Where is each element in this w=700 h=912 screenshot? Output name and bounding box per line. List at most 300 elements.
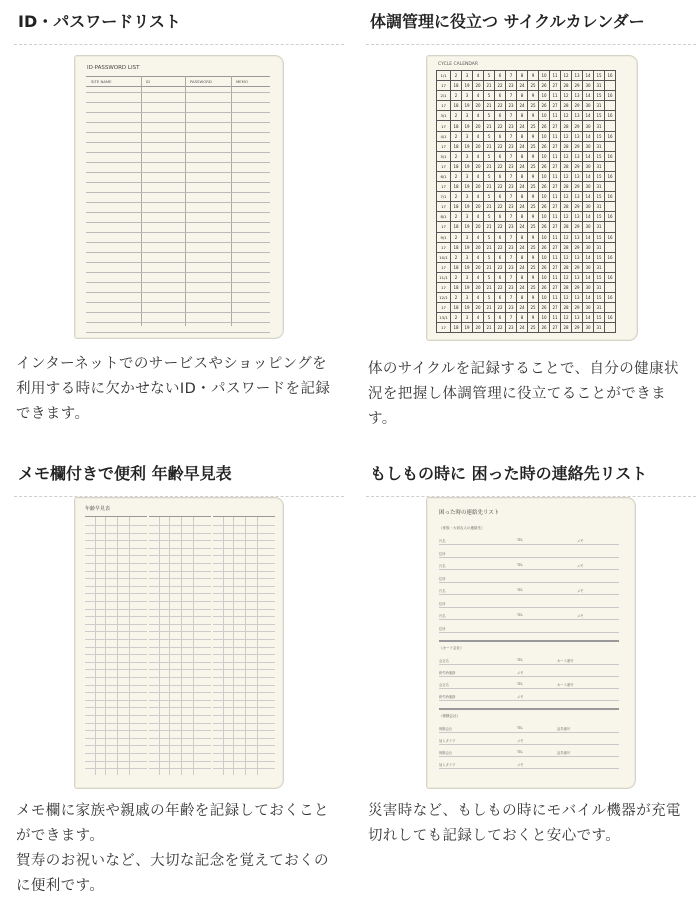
grid-line: [231, 76, 232, 326]
form-line: [439, 569, 619, 570]
calendar-cell: 8: [517, 212, 528, 222]
calendar-cell: 14: [583, 212, 594, 222]
calendar-cell: 3: [462, 171, 473, 181]
calendar-cell: 20: [473, 282, 484, 292]
calendar-cell: 17: [437, 242, 451, 252]
calendar-cell: 18: [451, 161, 462, 171]
calendar-cell: 14: [583, 131, 594, 141]
calendar-cell: 2: [451, 131, 462, 141]
calendar-cell: 13/1: [437, 313, 451, 323]
calendar-cell: 27: [550, 303, 561, 313]
form-line: 会社名: [439, 659, 449, 663]
calendar-cell: 8: [517, 171, 528, 181]
col-site: SITE NAME: [91, 79, 112, 84]
calendar-cell: 26: [539, 323, 550, 333]
form-line: [439, 557, 619, 558]
calendar-cell: 3: [462, 111, 473, 121]
calendar-cell: 29: [572, 282, 583, 292]
calendar-cell: 4: [473, 313, 484, 323]
calendar-cell: 6: [495, 91, 506, 101]
calendar-cell: 3: [462, 212, 473, 222]
calendar-cell: 22: [495, 161, 506, 171]
section-title: ID・パスワードリスト: [14, 0, 344, 45]
calendar-cell: 8: [517, 131, 528, 141]
calendar-cell: 14: [583, 111, 594, 121]
form-line: 住所: [439, 577, 446, 581]
calendar-cell: 14: [583, 232, 594, 242]
calendar-cell: 27: [550, 182, 561, 192]
calendar-cell: 27: [550, 222, 561, 232]
calendar-cell: 24: [517, 202, 528, 212]
calendar-cell: 6: [495, 252, 506, 262]
calendar-cell: 5: [484, 232, 495, 242]
calendar-cell: 24: [517, 81, 528, 91]
calendar-cell: 16: [605, 131, 616, 141]
calendar-cell: 3: [462, 151, 473, 161]
form-line: カード番号: [557, 659, 574, 663]
calendar-cell: [605, 161, 616, 171]
thumb-title: CYCLE CALENDAR: [438, 62, 479, 67]
calendar-cell: 24: [517, 182, 528, 192]
form-line: 加入タイプ: [439, 739, 456, 743]
calendar-cell: 12/1: [437, 293, 451, 303]
calendar-cell: 11: [550, 232, 561, 242]
form-line: 証券番号: [557, 727, 571, 731]
calendar-cell: 18: [451, 202, 462, 212]
form-line: メモ: [517, 695, 524, 699]
form-line: [439, 632, 619, 633]
calendar-cell: 5: [484, 171, 495, 181]
calendar-cell: 9: [528, 212, 539, 222]
grid-line: [86, 132, 270, 133]
calendar-cell: 18: [451, 121, 462, 131]
calendar-cell: 9: [528, 192, 539, 202]
calendar-cell: 22: [495, 242, 506, 252]
calendar-cell: 8: [517, 71, 528, 81]
calendar-cell: 4: [473, 151, 484, 161]
form-line: TEL: [517, 563, 523, 567]
calendar-cell: 15: [594, 111, 605, 121]
calendar-cell: 16: [605, 272, 616, 282]
calendar-cell: 25: [528, 121, 539, 131]
calendar-cell: 20: [473, 262, 484, 272]
section-cycle-calendar: [366, 0, 696, 427]
section-emergency-contacts: [366, 452, 696, 844]
calendar-cell: 14: [583, 171, 594, 181]
calendar-cell: 30: [583, 242, 594, 252]
calendar-cell: 21: [484, 323, 495, 333]
calendar-cell: 18: [451, 182, 462, 192]
calendar-cell: 28: [561, 121, 572, 131]
calendar-cell: 29: [572, 121, 583, 131]
calendar-cell: 26: [539, 101, 550, 111]
id-password-list-image: [74, 55, 284, 339]
calendar-cell: 19: [462, 262, 473, 272]
form-line: [439, 582, 619, 583]
calendar-cell: 9: [528, 293, 539, 303]
calendar-cell: 9: [528, 171, 539, 181]
calendar-cell: 31: [594, 161, 605, 171]
grid-line: [86, 262, 270, 263]
calendar-cell: 7/1: [437, 192, 451, 202]
calendar-cell: 24: [517, 242, 528, 252]
calendar-cell: 24: [517, 101, 528, 111]
calendar-cell: 20: [473, 81, 484, 91]
calendar-cell: 19: [462, 323, 473, 333]
calendar-cell: 13: [572, 293, 583, 303]
calendar-cell: 18: [451, 323, 462, 333]
calendar-cell: 6: [495, 111, 506, 121]
calendar-cell: 22: [495, 81, 506, 91]
section-title: 体調管理に役立つ サイクルカレンダー: [366, 0, 696, 45]
calendar-cell: 15: [594, 232, 605, 242]
grid-line: [86, 182, 270, 183]
calendar-cell: 7: [506, 252, 517, 262]
calendar-cell: 7: [506, 293, 517, 303]
description-text: 災害時など、もしもの時にモバイル機器が充電切れしても記録しておくと安心です。: [368, 803, 681, 844]
calendar-cell: 12: [561, 212, 572, 222]
calendar-cell: 31: [594, 222, 605, 232]
calendar-cell: 22: [495, 282, 506, 292]
calendar-cell: 16: [605, 71, 616, 81]
calendar-cell: 10: [539, 192, 550, 202]
calendar-cell: 20: [473, 161, 484, 171]
calendar-cell: 5: [484, 151, 495, 161]
calendar-cell: 4/1: [437, 131, 451, 141]
calendar-cell: 16: [605, 111, 616, 121]
calendar-cell: 2: [451, 293, 462, 303]
form-line: 住所: [439, 602, 446, 606]
calendar-cell: 29: [572, 81, 583, 91]
calendar-cell: 4: [473, 232, 484, 242]
calendar-cell: 15: [594, 151, 605, 161]
calendar-cell: 13: [572, 232, 583, 242]
form-line: メモ: [517, 763, 524, 767]
calendar-cell: 31: [594, 101, 605, 111]
calendar-cell: 2: [451, 232, 462, 242]
calendar-cell: 25: [528, 262, 539, 272]
calendar-cell: 31: [594, 141, 605, 151]
calendar-cell: 25: [528, 141, 539, 151]
calendar-cell: [605, 121, 616, 131]
calendar-cell: 19: [462, 202, 473, 212]
calendar-cell: 7: [506, 151, 517, 161]
form-line: [439, 544, 619, 545]
calendar-cell: 11: [550, 293, 561, 303]
grid-line: [86, 232, 270, 233]
form-line: 氏名: [439, 539, 446, 543]
calendar-cell: 31: [594, 81, 605, 91]
form-line: カード番号: [557, 683, 574, 687]
calendar-cell: 29: [572, 262, 583, 272]
form-line: 氏名: [439, 589, 446, 593]
calendar-cell: 18: [451, 242, 462, 252]
calendar-cell: 6: [495, 171, 506, 181]
calendar-cell: 13: [572, 71, 583, 81]
calendar-cell: 25: [528, 242, 539, 252]
form-line: [439, 732, 619, 733]
calendar-cell: 29: [572, 161, 583, 171]
calendar-cell: 9: [528, 272, 539, 282]
col-memo: MEMO: [236, 79, 248, 84]
calendar-cell: 24: [517, 121, 528, 131]
calendar-cell: 23: [506, 182, 517, 192]
calendar-cell: 23: [506, 222, 517, 232]
calendar-cell: 8: [517, 272, 528, 282]
calendar-cell: 21: [484, 81, 495, 91]
calendar-cell: 6: [495, 293, 506, 303]
form-line: メモ: [577, 589, 584, 593]
calendar-cell: 22: [495, 141, 506, 151]
calendar-cell: 2: [451, 111, 462, 121]
calendar-cell: [605, 101, 616, 111]
grid-line: [86, 152, 270, 153]
calendar-cell: 8: [517, 313, 528, 323]
description-text: メモ欄に家族や親戚の年齢を記録しておくことができます。: [16, 803, 329, 844]
calendar-cell: 28: [561, 222, 572, 232]
calendar-cell: 19: [462, 222, 473, 232]
form-line: TEL: [517, 682, 523, 686]
cycle-grid: [436, 70, 616, 333]
calendar-cell: 26: [539, 121, 550, 131]
calendar-cell: 25: [528, 182, 539, 192]
calendar-cell: 23: [506, 141, 517, 151]
calendar-cell: 10: [539, 111, 550, 121]
grid-line: [86, 162, 270, 163]
calendar-cell: 20: [473, 222, 484, 232]
form-line: [439, 607, 619, 608]
grid-line: [86, 222, 270, 223]
calendar-cell: 13: [572, 131, 583, 141]
calendar-cell: 20: [473, 101, 484, 111]
calendar-cell: 21: [484, 242, 495, 252]
grid-line: [86, 252, 270, 253]
calendar-cell: 2: [451, 252, 462, 262]
calendar-cell: 23: [506, 282, 517, 292]
form-line: [439, 594, 619, 595]
calendar-cell: 11: [550, 111, 561, 121]
calendar-cell: 26: [539, 141, 550, 151]
calendar-cell: 12: [561, 171, 572, 181]
calendar-cell: 2: [451, 91, 462, 101]
calendar-cell: 23: [506, 242, 517, 252]
calendar-cell: 16: [605, 252, 616, 262]
calendar-cell: [605, 282, 616, 292]
calendar-cell: 10: [539, 313, 550, 323]
age-column: [213, 516, 275, 775]
calendar-cell: 25: [528, 282, 539, 292]
calendar-cell: 25: [528, 81, 539, 91]
calendar-cell: 6: [495, 192, 506, 202]
calendar-cell: 15: [594, 313, 605, 323]
calendar-cell: 30: [583, 121, 594, 131]
calendar-cell: 30: [583, 182, 594, 192]
calendar-cell: 24: [517, 262, 528, 272]
section-age-table: [14, 452, 344, 894]
calendar-cell: 23: [506, 262, 517, 272]
calendar-cell: 8: [517, 192, 528, 202]
calendar-cell: 28: [561, 182, 572, 192]
calendar-cell: 11: [550, 192, 561, 202]
calendar-cell: 6: [495, 212, 506, 222]
calendar-cell: 10: [539, 171, 550, 181]
form-line: メモ: [517, 671, 524, 675]
calendar-cell: 30: [583, 323, 594, 333]
calendar-cell: 21: [484, 141, 495, 151]
grid-line: [86, 192, 270, 193]
calendar-cell: 2: [451, 192, 462, 202]
calendar-cell: 7: [506, 212, 517, 222]
calendar-cell: 19: [462, 161, 473, 171]
calendar-cell: 12: [561, 272, 572, 282]
age-column: [149, 516, 211, 775]
calendar-cell: 31: [594, 182, 605, 192]
calendar-cell: 22: [495, 222, 506, 232]
calendar-cell: 20: [473, 121, 484, 131]
description-text: 賀寿のお祝いなど、大切な記念を覚えておくのに便利です。: [16, 853, 329, 894]
calendar-cell: 29: [572, 222, 583, 232]
calendar-cell: 28: [561, 161, 572, 171]
calendar-cell: 9: [528, 313, 539, 323]
calendar-cell: 27: [550, 242, 561, 252]
form-line: メモ: [577, 614, 584, 618]
calendar-cell: 11: [550, 272, 561, 282]
calendar-cell: 24: [517, 282, 528, 292]
calendar-cell: 13: [572, 252, 583, 262]
calendar-cell: 16: [605, 212, 616, 222]
grid-line: [86, 102, 270, 103]
calendar-cell: 17: [437, 81, 451, 91]
calendar-cell: 29: [572, 303, 583, 313]
calendar-cell: 8: [517, 293, 528, 303]
calendar-cell: 12: [561, 192, 572, 202]
calendar-cell: 25: [528, 202, 539, 212]
calendar-cell: 15: [594, 71, 605, 81]
form-line: [439, 756, 619, 757]
calendar-cell: 14: [583, 272, 594, 282]
grid-line: [86, 322, 270, 323]
thumb-title: 困った時の連絡先リスト: [439, 510, 500, 516]
calendar-cell: 27: [550, 262, 561, 272]
form-line: [439, 640, 619, 642]
calendar-cell: 12: [561, 313, 572, 323]
calendar-cell: 23: [506, 121, 517, 131]
calendar-cell: 20: [473, 303, 484, 313]
calendar-cell: 2: [451, 151, 462, 161]
form-line: TEL: [517, 750, 523, 754]
calendar-cell: 3: [462, 272, 473, 282]
calendar-cell: 5: [484, 192, 495, 202]
calendar-cell: 3/1: [437, 111, 451, 121]
calendar-cell: 6: [495, 272, 506, 282]
calendar-cell: 17: [437, 121, 451, 131]
form-line: 氏名: [439, 564, 446, 568]
calendar-cell: 22: [495, 262, 506, 272]
calendar-cell: 22: [495, 323, 506, 333]
calendar-cell: 11: [550, 71, 561, 81]
calendar-cell: 21: [484, 101, 495, 111]
form-line: [439, 744, 619, 745]
calendar-cell: 7: [506, 91, 517, 101]
calendar-cell: 4: [473, 192, 484, 202]
calendar-cell: 9: [528, 111, 539, 121]
calendar-cell: 5: [484, 252, 495, 262]
grid-line: [86, 142, 270, 143]
calendar-cell: 30: [583, 81, 594, 91]
calendar-cell: 30: [583, 101, 594, 111]
calendar-cell: 29: [572, 202, 583, 212]
calendar-cell: 27: [550, 101, 561, 111]
calendar-cell: 22: [495, 303, 506, 313]
calendar-cell: 25: [528, 303, 539, 313]
form-line: 保険会社: [439, 727, 453, 731]
calendar-cell: 10: [539, 151, 550, 161]
calendar-cell: 16: [605, 171, 616, 181]
calendar-cell: 17: [437, 303, 451, 313]
calendar-cell: 10: [539, 252, 550, 262]
calendar-cell: 11: [550, 151, 561, 161]
calendar-cell: 4: [473, 111, 484, 121]
calendar-cell: 9: [528, 71, 539, 81]
form-line: [439, 664, 619, 665]
cycle-calendar-image: [426, 55, 638, 341]
calendar-cell: [605, 222, 616, 232]
calendar-cell: [605, 202, 616, 212]
calendar-cell: 10: [539, 272, 550, 282]
calendar-cell: 5: [484, 111, 495, 121]
calendar-cell: 25: [528, 323, 539, 333]
form-line: [439, 619, 619, 620]
calendar-cell: 12: [561, 252, 572, 262]
calendar-cell: 9: [528, 252, 539, 262]
form-line: 住所: [439, 552, 446, 556]
calendar-cell: 30: [583, 202, 594, 212]
grid-line: [141, 76, 142, 326]
calendar-cell: 12: [561, 111, 572, 121]
calendar-cell: 16: [605, 293, 616, 303]
calendar-cell: 5: [484, 272, 495, 282]
calendar-cell: 26: [539, 222, 550, 232]
calendar-cell: 11: [550, 212, 561, 222]
section-description: [14, 352, 341, 427]
calendar-cell: 16: [605, 192, 616, 202]
calendar-cell: 30: [583, 262, 594, 272]
age-table-image: [74, 497, 284, 789]
calendar-cell: 9: [528, 91, 539, 101]
calendar-cell: 21: [484, 202, 495, 212]
calendar-cell: 19: [462, 141, 473, 151]
calendar-cell: 7: [506, 192, 517, 202]
calendar-cell: 26: [539, 242, 550, 252]
emergency-contact-image: [426, 497, 636, 789]
calendar-cell: 27: [550, 161, 561, 171]
calendar-cell: 17: [437, 282, 451, 292]
calendar-cell: 3: [462, 192, 473, 202]
calendar-cell: 19: [462, 182, 473, 192]
form-line: 加入タイプ: [439, 763, 456, 767]
grid-line: [86, 172, 270, 173]
calendar-cell: [605, 262, 616, 272]
calendar-cell: [605, 242, 616, 252]
calendar-cell: 27: [550, 121, 561, 131]
calendar-cell: 11/1: [437, 272, 451, 282]
calendar-cell: 8: [517, 91, 528, 101]
form-line: メモ: [577, 564, 584, 568]
form-line: 《家族・大切な人の連絡先》: [439, 526, 485, 530]
calendar-cell: 15: [594, 293, 605, 303]
grid-line: [86, 92, 270, 93]
calendar-cell: 19: [462, 81, 473, 91]
